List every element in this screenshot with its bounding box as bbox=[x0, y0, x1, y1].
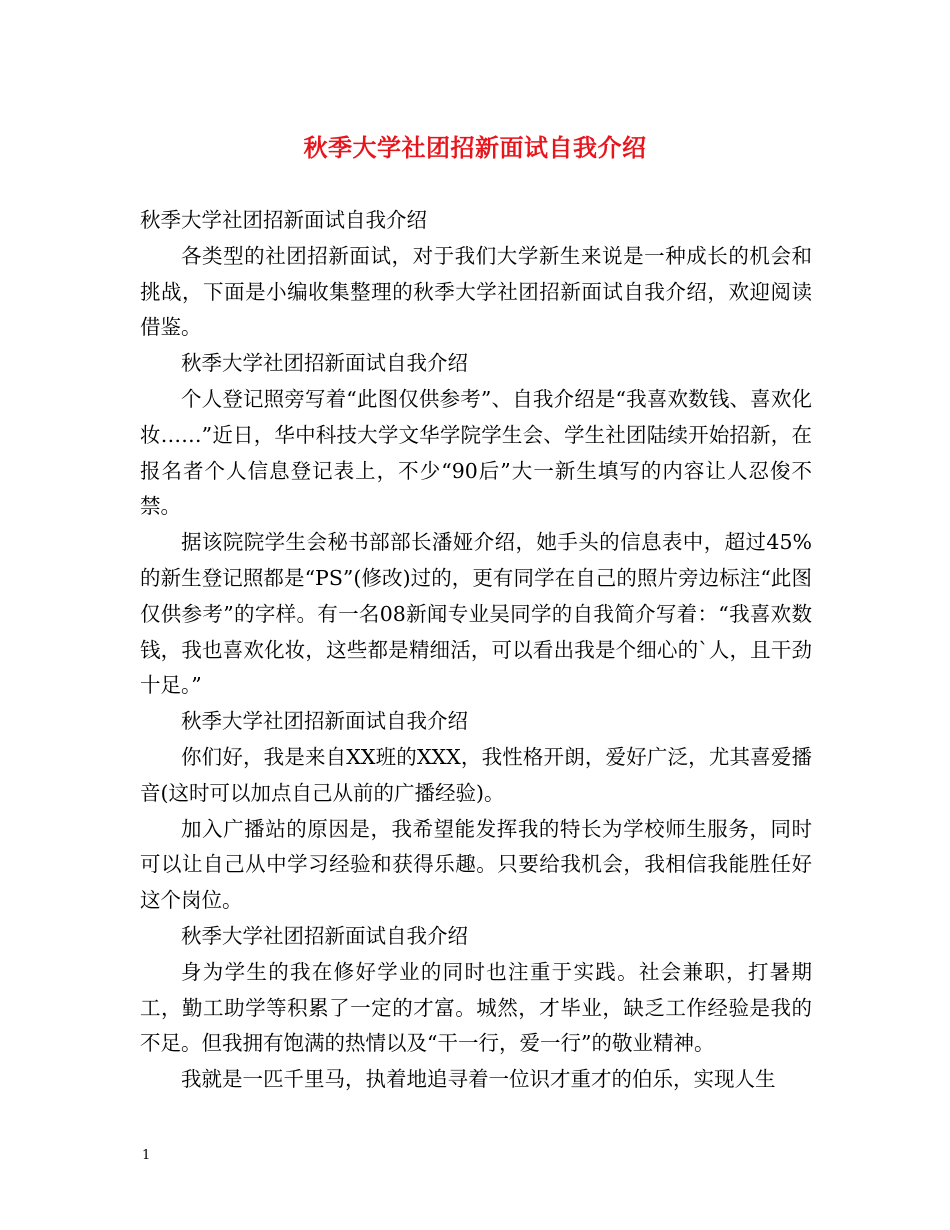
document-body bbox=[140, 203, 812, 1098]
paragraph-registration: 个人登记照旁写着“此图仅供参考”、自我介绍是“我喜欢数钱、喜欢化妆……”近日，华中科技大学文华学院学生会、学生社团陆续开始招新，在报名者个人信息登记表上，不少“90后”大一新生填写的内容让人忍俊不禁。 bbox=[140, 386, 812, 519]
paragraph-heading-2: 秋季大学社团招新面试自我介绍 bbox=[181, 351, 468, 376]
paragraph-practice: 身为学生的我在修好学业的同时也注重于实践。社会兼职，打暑期工，勤工助学等积累了一定的才富。城然，才毕业，缺乏工作经验是我的不足。但我拥有饱满的热情以及“干一行，爱一行”的敬业精神。 bbox=[140, 959, 812, 1056]
paragraph-heading-4: 秋季大学社团招新面试自我介绍 bbox=[181, 923, 468, 948]
paragraph-greeting: 你们好，我是来自XX班的XXX，我性格开朗，爱好广泛，尤其喜爱播音(这时可以加点自己从前的广播经验)。 bbox=[140, 744, 812, 805]
paragraph-heading-1: 秋季大学社团招新面试自我介绍 bbox=[140, 208, 427, 232]
paragraph-reason: 加入广播站的原因是，我希望能发挥我的特长为学校师生服务，同时可以让自己从中学习经验和获得乐趣。只要给我机会，我相信我能胜任好这个岗位。 bbox=[140, 816, 812, 913]
document-title: 秋季大学社团招新面试自我介绍 bbox=[303, 133, 647, 162]
page-number: 1 bbox=[142, 1148, 151, 1163]
paragraph-intro: 各类型的社团招新面试，对于我们大学新生来说是一种成长的机会和挑战，下面是小编收集整理的秋季大学社团招新面试自我介绍，欢迎阅读借鉴。 bbox=[140, 243, 812, 340]
paragraph-student-union: 据该院院学生会秘书部部长潘娅介绍，她手头的信息表中，超过45%的新生登记照都是“PS”(修改)过的，更有同学在自己的照片旁边标注“此图仅供参考”的字样。有一名08新闻专业吴同学的自我简介写着：“我喜欢数钱，我也喜欢化妆，这些都是精细活，可以看出我是个细心的`人，且干劲十足。” bbox=[140, 530, 812, 698]
paragraph-closing: 我就是一匹千里马，执着地追寻着一位识才重才的伯乐，实现人生 bbox=[181, 1067, 776, 1092]
paragraph-heading-3: 秋季大学社团招新面试自我介绍 bbox=[181, 709, 468, 734]
